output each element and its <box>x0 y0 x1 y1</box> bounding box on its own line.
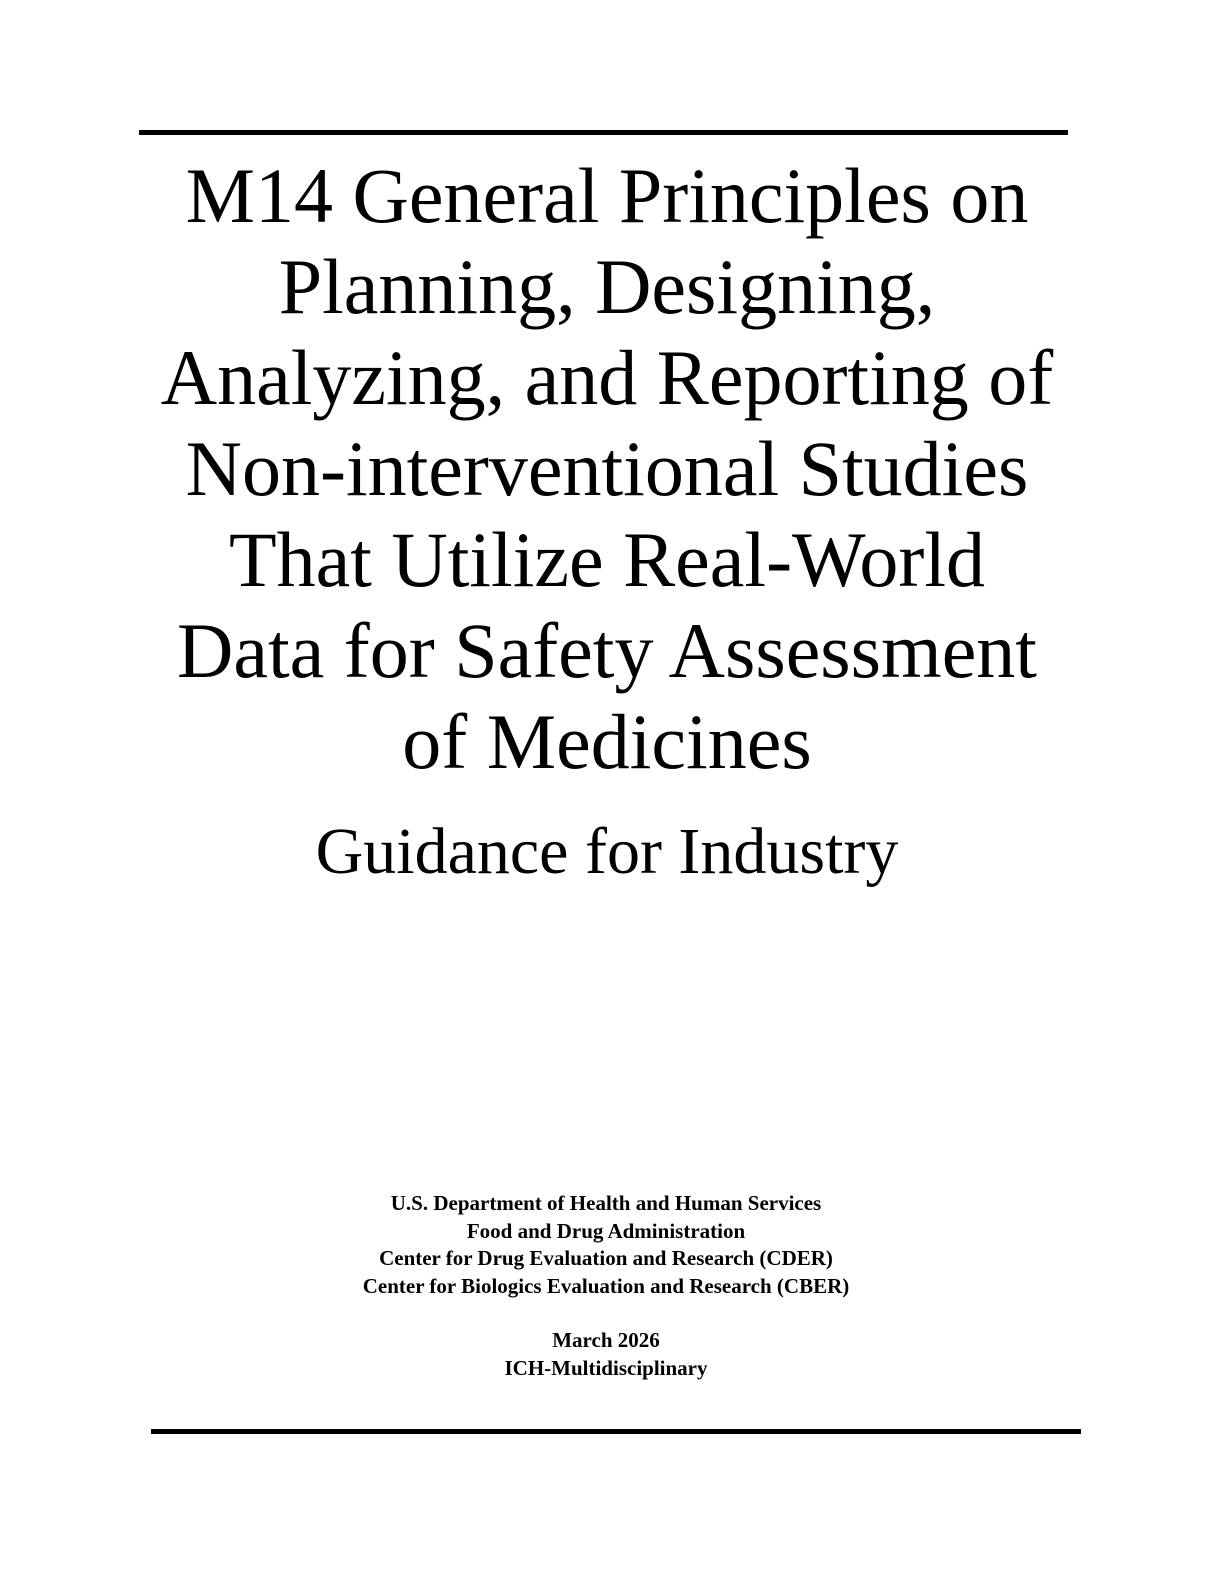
document-category: ICH-Multidisciplinary <box>504 1356 708 1380</box>
document-title <box>100 150 1114 787</box>
agency-block <box>200 1190 1012 1300</box>
meta-block <box>200 1326 1012 1382</box>
document-date: March 2026 <box>552 1328 660 1352</box>
agency-line: U.S. Department of Health and Human Services <box>390 1191 822 1215</box>
title-line: That Utilize Real-World <box>228 516 986 603</box>
agency-line: Food and Drug Administration <box>466 1218 746 1243</box>
title-line: Analyzing, and Reporting of <box>160 334 1054 421</box>
agency-line: Center for Biologics Evaluation and Research (CBER) <box>362 1273 850 1298</box>
title-line: Non-interventional Studies <box>185 425 1029 512</box>
bottom-rule <box>151 1429 1081 1434</box>
title-line: Data for Safety Assessment <box>177 607 1037 694</box>
title-line: of Medicines <box>402 698 812 785</box>
document-subtitle: Guidance for Industry <box>315 815 899 888</box>
title-line: M14 General Principles on <box>185 152 1029 239</box>
title-line: Planning, Designing, <box>278 243 936 330</box>
agency-line: Center for Drug Evaluation and Research (CDER) <box>379 1246 833 1270</box>
top-rule <box>139 130 1068 135</box>
